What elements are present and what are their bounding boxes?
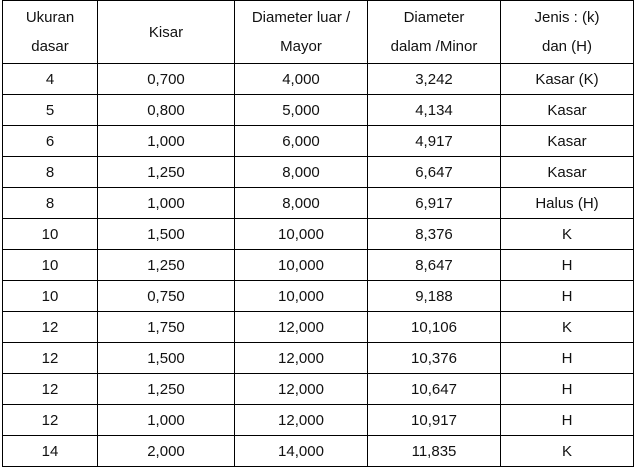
diameter-dalam-cell: 6,917 — [368, 188, 501, 219]
diameter-dalam-cell: 4,917 — [368, 126, 501, 157]
ukuran-dasar-cell: 12 — [3, 312, 98, 343]
kisar-cell: 0,750 — [98, 281, 235, 312]
ukuran-dasar-cell: 4 — [3, 64, 98, 95]
table-row — [3, 188, 634, 219]
diameter-luar-cell: 12,000 — [235, 374, 368, 405]
ukuran-dasar-cell: 12 — [3, 343, 98, 374]
diameter-dalam-cell: 10,647 — [368, 374, 501, 405]
diameter-luar-cell: 5,000 — [235, 95, 368, 126]
diameter-dalam-cell: 9,188 — [368, 281, 501, 312]
jenis-cell: K — [501, 312, 634, 343]
diameter-dalam-cell: 6,647 — [368, 157, 501, 188]
diameter-dalam-cell: 11,835 — [368, 436, 501, 467]
header-diameter-luar: Diameter luar / Mayor — [235, 1, 368, 64]
diameter-luar-cell: 12,000 — [235, 312, 368, 343]
diameter-luar-cell: 14,000 — [235, 436, 368, 467]
diameter-dalam-cell: 4,134 — [368, 95, 501, 126]
diameter-dalam-cell: 8,376 — [368, 219, 501, 250]
kisar-cell: 1,500 — [98, 219, 235, 250]
kisar-cell: 1,250 — [98, 157, 235, 188]
jenis-cell: H — [501, 405, 634, 436]
jenis-cell: Kasar — [501, 126, 634, 157]
ukuran-dasar-cell: 8 — [3, 157, 98, 188]
table-row — [3, 405, 634, 436]
ukuran-dasar-cell: 10 — [3, 250, 98, 281]
ukuran-dasar-cell: 14 — [3, 436, 98, 467]
diameter-luar-cell: 8,000 — [235, 157, 368, 188]
jenis-cell: Halus (H) — [501, 188, 634, 219]
kisar-cell: 2,000 — [98, 436, 235, 467]
ukuran-dasar-cell: 6 — [3, 126, 98, 157]
header-row — [3, 1, 634, 64]
table-row — [3, 374, 634, 405]
ukuran-dasar-cell: 12 — [3, 374, 98, 405]
kisar-cell: 1,000 — [98, 126, 235, 157]
kisar-cell: 0,800 — [98, 95, 235, 126]
table-row — [3, 126, 634, 157]
diameter-luar-cell: 10,000 — [235, 219, 368, 250]
table-row — [3, 312, 634, 343]
diameter-dalam-cell: 10,917 — [368, 405, 501, 436]
table-body — [3, 64, 634, 467]
diameter-luar-cell: 4,000 — [235, 64, 368, 95]
jenis-cell: K — [501, 436, 634, 467]
kisar-cell: 1,750 — [98, 312, 235, 343]
ukuran-dasar-cell: 10 — [3, 219, 98, 250]
kisar-cell: 1,000 — [98, 405, 235, 436]
header-jenis: Jenis : (k) dan (H) — [501, 1, 634, 64]
table-row — [3, 219, 634, 250]
jenis-cell: Kasar — [501, 95, 634, 126]
diameter-luar-cell: 10,000 — [235, 250, 368, 281]
header-diameter-dalam: Diameter dalam /Minor — [368, 1, 501, 64]
ukuran-dasar-cell: 10 — [3, 281, 98, 312]
diameter-dalam-cell: 3,242 — [368, 64, 501, 95]
jenis-cell: K — [501, 219, 634, 250]
jenis-cell: H — [501, 250, 634, 281]
header-kisar: Kisar — [98, 1, 235, 64]
diameter-luar-cell: 8,000 — [235, 188, 368, 219]
diameter-luar-cell: 12,000 — [235, 405, 368, 436]
ukuran-dasar-cell: 5 — [3, 95, 98, 126]
diameter-luar-cell: 10,000 — [235, 281, 368, 312]
jenis-cell: Kasar (K) — [501, 64, 634, 95]
ukuran-dasar-cell: 12 — [3, 405, 98, 436]
jenis-cell: Kasar — [501, 157, 634, 188]
diameter-luar-cell: 6,000 — [235, 126, 368, 157]
jenis-cell: H — [501, 281, 634, 312]
thread-size-table-container — [2, 0, 634, 467]
diameter-dalam-cell: 8,647 — [368, 250, 501, 281]
kisar-cell: 1,000 — [98, 188, 235, 219]
table-row — [3, 95, 634, 126]
ukuran-dasar-cell: 8 — [3, 188, 98, 219]
header-ukuran-dasar: Ukuran dasar — [3, 1, 98, 64]
table-row — [3, 157, 634, 188]
diameter-luar-cell: 12,000 — [235, 343, 368, 374]
jenis-cell: H — [501, 374, 634, 405]
table-row — [3, 343, 634, 374]
diameter-dalam-cell: 10,376 — [368, 343, 501, 374]
thread-size-table — [2, 0, 634, 467]
kisar-cell: 0,700 — [98, 64, 235, 95]
table-row — [3, 436, 634, 467]
kisar-cell: 1,250 — [98, 374, 235, 405]
table-row — [3, 64, 634, 95]
jenis-cell: H — [501, 343, 634, 374]
table-row — [3, 281, 634, 312]
kisar-cell: 1,500 — [98, 343, 235, 374]
diameter-dalam-cell: 10,106 — [368, 312, 501, 343]
kisar-cell: 1,250 — [98, 250, 235, 281]
table-row — [3, 250, 634, 281]
